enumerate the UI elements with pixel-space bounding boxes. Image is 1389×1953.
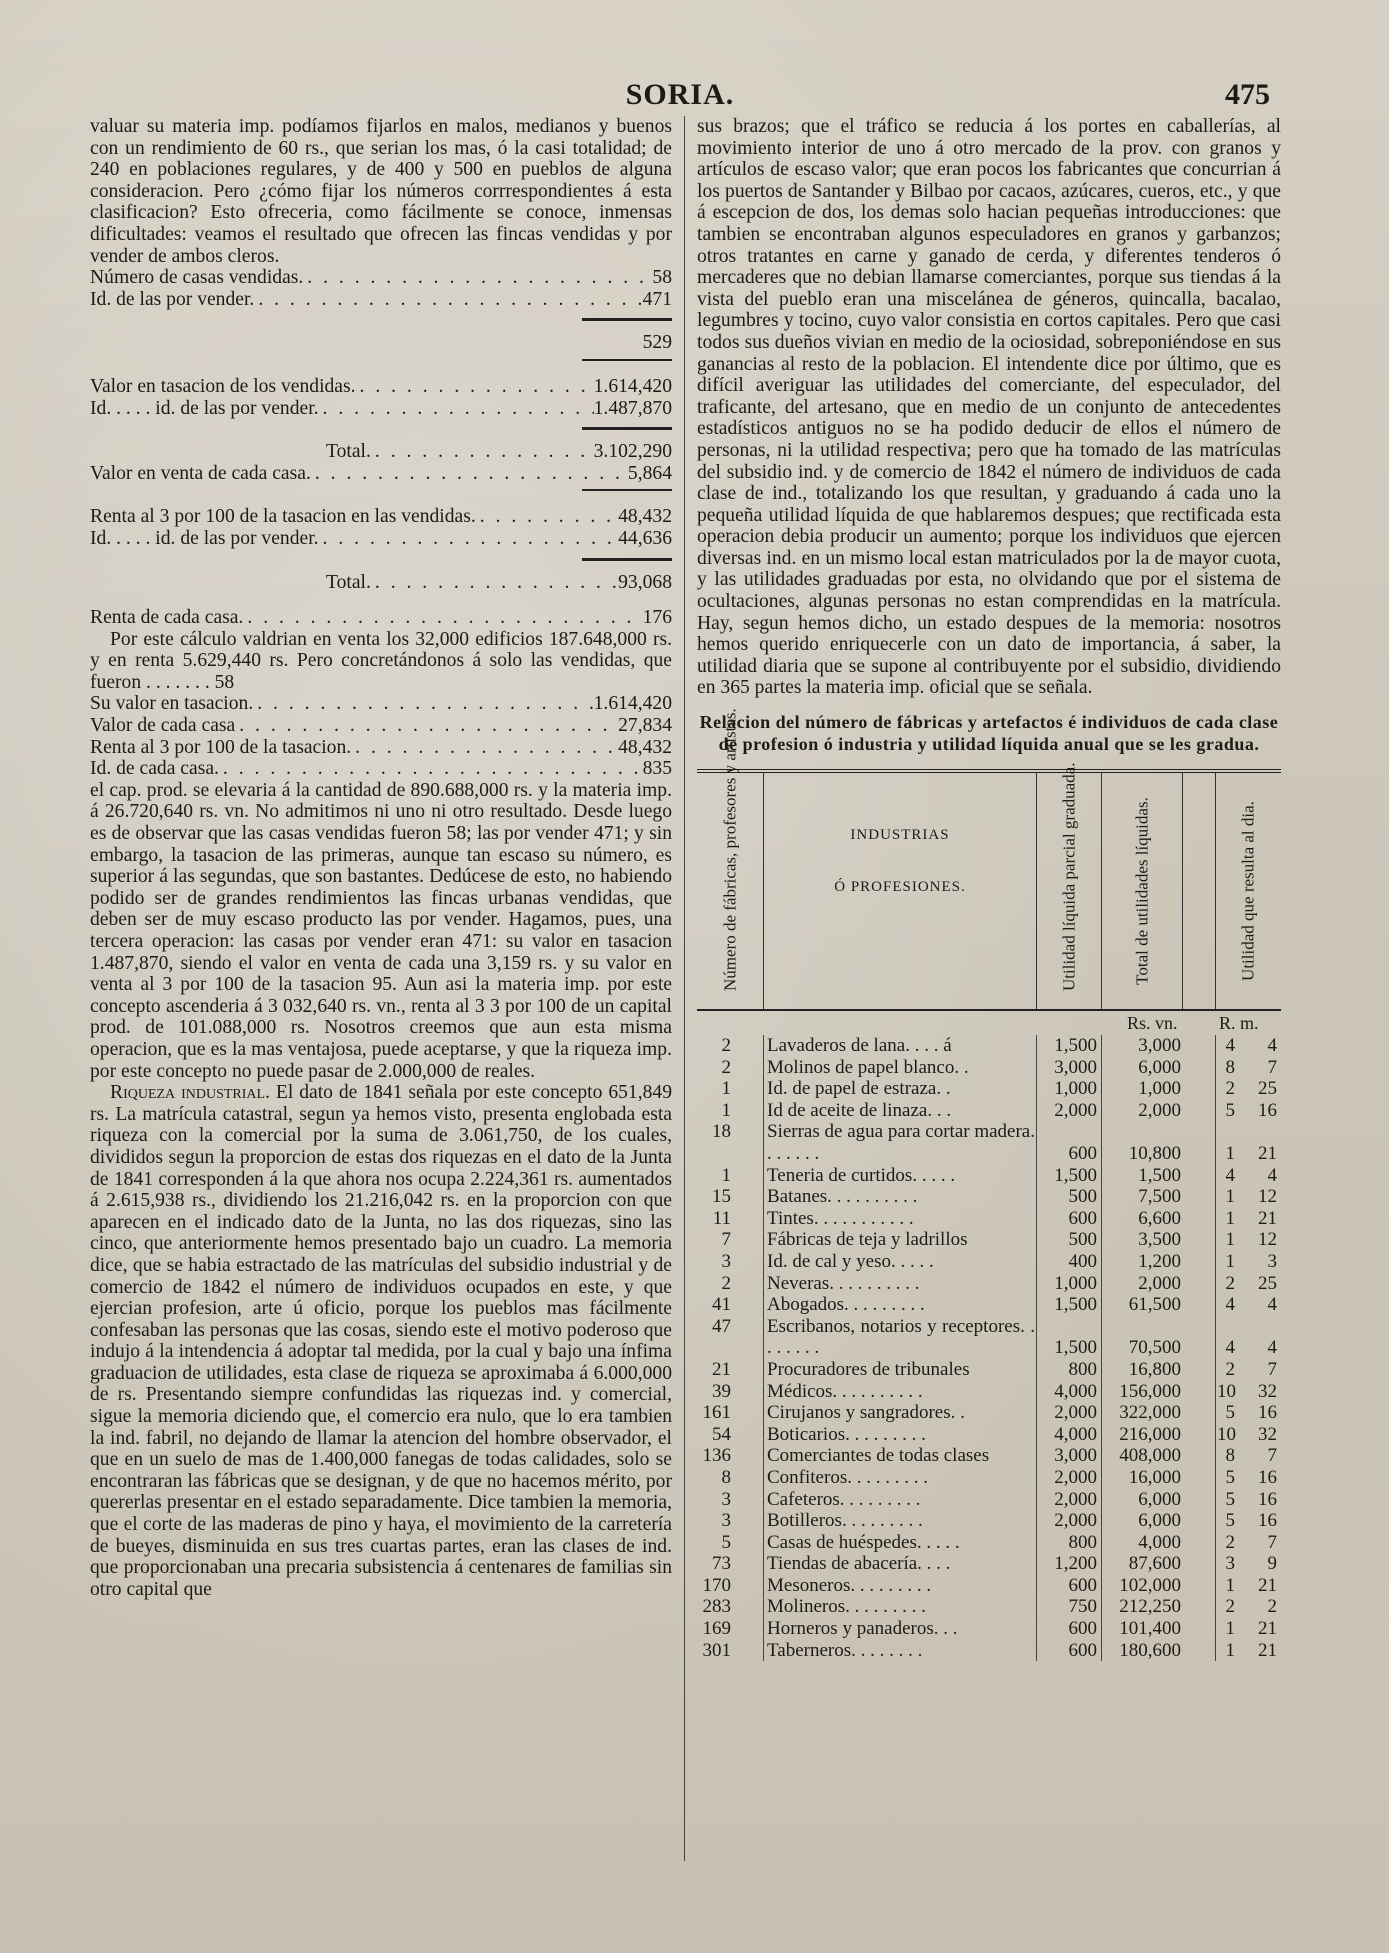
row-total: 6,000 [1138,1510,1181,1532]
row-count: 39 [712,1380,731,1402]
stat-line: Número de casas vendidas. . . . 58 [90,267,672,289]
stat-line: Renta al 3 por 100 de la tasacion en las vendidas. . . . 48,432 [90,506,672,528]
row-count: 283 [702,1596,731,1618]
row-count: 3 [721,1488,731,1510]
row-total: 3,000 [1138,1035,1181,1057]
row-total: 216,000 [1119,1423,1181,1445]
row-industry: Confiteros. . . . . . . . . [767,1466,928,1488]
left-column [90,116,672,1600]
table-row [697,1381,1281,1403]
row-maravedis: 16 [1258,1466,1277,1488]
row-total: 7,500 [1138,1186,1181,1208]
page-title: SORIA. [625,78,735,111]
row-count: 1 [721,1099,731,1121]
row-reales: 1 [1225,1229,1235,1251]
row-partial: 4,000 [1054,1423,1097,1445]
row-partial: 2,000 [1054,1510,1097,1532]
stat-total: 529 [642,332,672,354]
row-maravedis: 7 [1267,1056,1277,1078]
row-maravedis: 4 [1267,1164,1277,1186]
row-count: 169 [702,1618,731,1640]
row-total: 101,400 [1119,1618,1181,1640]
row-reales: 5 [1225,1488,1235,1510]
row-count: 1 [721,1078,731,1100]
row-maravedis: 16 [1258,1402,1277,1424]
table-units: Rs. vn. R. m. [1127,1013,1259,1034]
stat-total: Total. . . . 93,068 [90,572,672,594]
paragraph: Riqueza industrial. El dato de 1841 señala por este concepto 651,849 rs. La matrícula catastral, segun ya hemos visto, presenta englobada esta riqueza con la comercial por la suma de 3.061,750, de los cuales, divididos segun la proporcion de estas dos riquezas en el dato de la Junta de 1841 corresponden á la que ahora nos ocupa 2.224,361 rs. aumentados á 2.615,938 rs., dividiendo los 21.216,042 rs. en la proporcion con que aparecen en el indicado dato de la Junta, no las dos riquezas, sino las cinco, que anteriormente hemos presentado bajo un cuadro. La memoria dice, que se habia estractado de las matrículas del subsidio industrial y de comercio de 1842 el número de individuos ocupados en este, y que ejercian profesion, arte ú oficio, porque los pueblos mas fácilmente confesaban las personas que las cosas, siendo este el motivo poderoso que indujo á la intendencia á adoptar tal medida, por la cual y bajo una ínfima graduacion de utilidades, esta clase de riqueza se aproximaba á 6.000,000 de rs. Presentando siempre confundidas las riquezas ind. y comercial, sigue la memoria diciendo que, el comercio era nulo, que lo era tambien la ind. fabril, no dejando de llamar la atencion del hombre observador, el que en un suelo de mas de 1.400,000 fanegas de todas calidades, solo se encontraran las fábricas que se designan, y de que no hacemos mérito, por quererlas presentar en el estado separadamente. Dice tambien la memoria, que el corte de las maderas de pino y haya, el movimiento de la carretería de bueyes, disminuida en sus tres cuartas partes, eran las clases de ind. que proporcionaban una precaria subsistencia á centenares de familias sin otro capital que [90,1082,672,1600]
table-row [697,1575,1281,1597]
table-row [697,1596,1281,1618]
row-count: 5 [721,1531,731,1553]
row-count: 2 [721,1272,731,1294]
row-maravedis: 9 [1267,1553,1277,1575]
row-count: 2 [721,1056,731,1078]
table-row [697,1553,1281,1575]
table-row [697,1078,1281,1100]
paragraph: sus brazos; que el tráfico se reducia á los portes en caballerías, al movimiento interior de uno á otro mercado de la prov. con granos y artículos de escaso valor; que eran pocos los fabricantes que concurrian á los puertos de Santander y Bilbao por cacaos, azúcares, cueros, etc., y que á escepcion de dos, los demas solo hacian pequeñas introducciones: que tambien se encontraban algunos especuladores en granos y garbanzos; otros tratantes en carne y ganado de cerda, y diferentes tenderos ó mercaderes que no debian llamarse comerciantes, porque sus tiendas á la vista del pueblo eran una miscelánea de géneros, quincalla, bacalao, legumbres y tocino, cuyo valor consistia en cortos capitales. Pero que casi todos sus dueños vivian en medio de la ociosidad, sobreponiéndose en sus ganancias al resto de la poblacion. El intendente dice por último, que es difícil averiguar las utilidades del comerciante, del especulador, del traficante, del artesano, que en medio de un conjunto de antecedentes estadísticos antiguos no se ha podido deducir de ellos el número de personas, ni la utilidad respectiva; pero que ha tomado de las matrículas del subsidio ind. y de comercio de 1842 el número de individuos de cada clase de ind., totalizando los que resultan, y graduando á cada uno la pequeña utilidad líquida de que hablaremos despues; que rectificada esta operacion debia producir un aumento; porque los individuos que ejercen diversas ind. en un mismo local estan matriculados por la de mayor cuota, y las utilidades graduadas por esta, no olvidando que por el sistema de ocultaciones, algunas personas no estan comprendidas en la matrícula. Hay, segun hemos dicho, un estado despues de la memoria: nosotros hemos querido enriquecerle con un dato de importancia, á saber, la utilidad diaria que se supone al contribuyente por el subsidio, dividiendo en 365 partes la materia imp. oficial que se señala. [697,116,1281,699]
row-maravedis: 2 [1267,1596,1277,1618]
row-industry: Teneria de curtidos. . . . . [767,1164,956,1186]
row-count: 8 [721,1466,731,1488]
row-maravedis: 21 [1258,1207,1277,1229]
row-total: 1,200 [1138,1250,1181,1272]
row-total: 6,000 [1138,1488,1181,1510]
row-partial: 800 [1068,1358,1097,1380]
row-total: 180,600 [1119,1639,1181,1661]
row-maravedis: 21 [1258,1639,1277,1661]
row-partial: 600 [1068,1618,1097,1640]
row-maravedis: 32 [1258,1423,1277,1445]
header-industries: INDUSTRIAS Ó PROFESIONES. [834,827,966,896]
row-count: 136 [702,1445,731,1467]
row-partial: 400 [1068,1250,1097,1272]
row-industry: Id. de papel de estraza. . [767,1078,951,1100]
row-count: 47 [712,1315,731,1337]
row-reales: 10 [1217,1423,1236,1445]
row-reales: 1 [1225,1250,1235,1272]
row-maravedis: 25 [1258,1272,1277,1294]
row-count: 2 [721,1035,731,1057]
row-reales: 1 [1225,1574,1235,1596]
row-partial: 4,000 [1054,1380,1097,1402]
row-reales: 5 [1225,1510,1235,1532]
row-partial: 1,200 [1054,1553,1097,1575]
row-industry: Molinos de papel blanco. . [767,1056,969,1078]
sum-rule [90,419,672,441]
table-row [697,1121,1281,1164]
row-count: 73 [712,1553,731,1575]
table-row [697,1208,1281,1230]
row-industry: Taberneros. . . . . . . . [767,1639,923,1661]
row-count: 21 [712,1358,731,1380]
table-row [697,1035,1281,1057]
stat-line: Valor en venta de cada casa. . . . 5,864 [90,463,672,485]
row-count: 54 [712,1423,731,1445]
row-reales: 2 [1225,1078,1235,1100]
row-total: 1,500 [1138,1164,1181,1186]
row-industry: Id de aceite de linaza. . . [767,1099,952,1121]
row-reales: 4 [1225,1337,1235,1359]
row-reales: 10 [1217,1380,1236,1402]
table-body [697,1035,1281,1661]
row-partial: 2,000 [1054,1402,1097,1424]
row-count: 161 [702,1402,731,1424]
row-industry: Id. de cal y yeso. . . . . [767,1250,934,1272]
row-total: 322,000 [1119,1402,1181,1424]
paragraph: el cap. prod. se elevaria á la cantidad de 890.688,000 rs. y la materia imp. á 26.720,640 rs. vn. No admitimos ni uno ni otro resultado. Desde luego es de observar que las casas vendidas fueron 58; las por vender 471; y sin embargo, la tasacion de las primeras, aunque tan escaso su número, es superior á las segundas, que son bastantes. Dedúcese de esto, no habiendo podido ser de grandes rendimientos las fincas urbanas vendidas, que deben ser de muy escaso producto las por vender. Hagamos, pues, una tercera operacion: las casas por vender eran 471: su valor en tasacion 1.487,870, siendo el valor en venta de cada una 3,159 rs. y su valor en venta al 3 por 100 de la tasacion 95. Aun asi la materia imp. por este concepto ascenderia á 3 032,640 rs. vn., renta al 3 3 por 100 de un capital prod. de 101.088,000 rs. Nosotros creemos que aun esta misma operacion, que es la mas ventajosa, puede aceptarse, y que la riqueza imp. por este concepto no puede pasar de 2.000,000 de reales. [90,779,672,1082]
row-partial: 500 [1068,1186,1097,1208]
page-header [90,78,1270,112]
row-industry: Cafeteros. . . . . . . . . [767,1488,921,1510]
row-industry: Comerciantes de todas clases [767,1445,990,1467]
page-number: 475 [1225,78,1270,111]
table-row [697,1316,1281,1359]
row-reales: 8 [1225,1056,1235,1078]
table-row [697,1445,1281,1467]
row-maravedis: 32 [1258,1380,1277,1402]
stat-line: Id. . . . . id. de las por vender. . . . 44,636 [90,528,672,550]
row-total: 2,000 [1138,1099,1181,1121]
row-industry: Lavaderos de lana. . . . á [767,1035,952,1057]
row-total: 4,000 [1138,1531,1181,1553]
row-partial: 1,000 [1054,1272,1097,1294]
table-row [697,1489,1281,1511]
table-row [697,1510,1281,1532]
row-reales: 8 [1225,1445,1235,1467]
row-reales: 2 [1225,1272,1235,1294]
row-count: 15 [712,1186,731,1208]
row-maravedis: 21 [1258,1618,1277,1640]
paragraph: Por este cálculo valdrian en venta los 32,000 edificios 187.648,000 rs. y en renta 5.629,440 rs. Pero concretándonos á solo las vendidas, que fueron . . . . . . . 58 [90,628,672,693]
row-maravedis: 7 [1267,1445,1277,1467]
row-industry: Tiendas de abacería. . . . [767,1553,951,1575]
row-partial: 1,500 [1054,1035,1097,1057]
row-industry: Abogados. . . . . . . . . [767,1294,925,1316]
row-maravedis: 3 [1267,1250,1277,1272]
row-total: 3,500 [1138,1229,1181,1251]
row-maravedis: 21 [1258,1574,1277,1596]
row-maravedis: 4 [1267,1337,1277,1359]
table-row [697,1467,1281,1489]
row-count: 3 [721,1250,731,1272]
table-row [697,1165,1281,1187]
row-reales: 1 [1225,1618,1235,1640]
table-row [697,1359,1281,1381]
row-reales: 5 [1225,1099,1235,1121]
row-total: 2,000 [1138,1272,1181,1294]
row-total: 408,000 [1119,1445,1181,1467]
table-row [697,1251,1281,1273]
stat-line: Id. . . . . id. de las por vender. . . . 1.487,870 [90,398,672,420]
row-total: 10,800 [1128,1143,1181,1164]
stat-total: Total. . . . 3.102,290 [90,441,672,463]
row-maravedis: 7 [1267,1531,1277,1553]
row-total: 212,250 [1119,1596,1181,1618]
row-reales: 4 [1225,1035,1235,1057]
row-partial: 1,000 [1054,1078,1097,1100]
row-count: 3 [721,1510,731,1532]
row-industry: Casas de huéspedes. . . . . [767,1531,960,1553]
row-partial: 600 [1068,1207,1097,1229]
stat-line: Id. de las por vender. . . . 471 [90,289,672,311]
stat-line: Valor de cada casa . . . 27,834 [90,715,672,737]
row-reales: 1 [1225,1639,1235,1661]
table-row [697,1273,1281,1295]
table-row [697,1532,1281,1554]
header-total: Total de utilidades líquidas. [1132,797,1152,985]
right-column [697,116,1281,1661]
row-industry: Cirujanos y sangradores. . [767,1402,965,1424]
row-industry: Fábricas de teja y ladrillos [767,1229,968,1251]
row-partial: 2,000 [1054,1099,1097,1121]
row-reales: 2 [1225,1358,1235,1380]
table-row [697,1640,1281,1662]
row-maravedis: 25 [1258,1078,1277,1100]
header-count: Número de fábricas, profesores y artistas. [720,708,740,992]
row-count: 41 [712,1294,731,1316]
row-industry: Mesoneros. . . . . . . . . [767,1574,932,1596]
row-industry: Horneros y panaderos. . . [767,1618,958,1640]
row-maravedis: 16 [1258,1099,1277,1121]
stat-line: Valor en tasacion de los vendidas. . . . 1.614,420 [90,376,672,398]
row-reales: 1 [1225,1207,1235,1229]
row-total: 156,000 [1119,1380,1181,1402]
row-reales: 5 [1225,1402,1235,1424]
table-row [697,1618,1281,1640]
row-industry: Sierras de agua para cortar madera. . . . . . . [767,1121,1035,1164]
table-row [697,1100,1281,1122]
sum-rule [90,354,672,376]
intro-paragraph: valuar su materia imp. podíamos fijarlos en malos, medianos y buenos con un rendimiento de 60 rs., que serian los mas, ó la casi totalidad; de 240 en poblaciones regulares, y de 400 y 500 en pueblos de alguna consideracion. Pero ¿cómo fijar los números corrrespondientes á esta clasificacion? Esto ofreceria, como fácilmente se conoce, inmensas dificultades: veamos el resultado que ofrecen las fincas vendidas y por vender de ambos cleros. [90,116,672,267]
row-industry: Escribanos, notarios y receptores. . . . . . . . [767,1315,1035,1359]
row-count: 11 [712,1207,731,1229]
row-partial: 3,000 [1054,1445,1097,1467]
sum-rule [90,310,672,332]
table-row [697,1186,1281,1208]
row-partial: 800 [1068,1531,1097,1553]
row-industry: Botilleros. . . . . . . . . [767,1510,923,1532]
row-partial: 2,000 [1054,1466,1097,1488]
row-total: 6,000 [1138,1056,1181,1078]
table-row [697,1424,1281,1446]
row-industry: Batanes. . . . . . . . . . [767,1186,918,1208]
row-partial: 3,000 [1054,1056,1097,1078]
header-partial: Utilidad líquida parcial graduada. [1059,762,1079,992]
stat-line: Id. de cada casa. . . . 835 [90,758,672,780]
sum-rule [90,550,672,572]
row-partial: 1,500 [1054,1337,1097,1359]
row-count: 7 [721,1229,731,1251]
section-heading: Riqueza industrial. [110,1082,270,1104]
row-reales: 3 [1225,1553,1235,1575]
table-row [697,1229,1281,1251]
row-reales: 1 [1225,1186,1235,1208]
row-reales: 2 [1225,1531,1235,1553]
table-row [697,1057,1281,1079]
row-industry: Tintes. . . . . . . . . . . [767,1207,914,1229]
row-count: 1 [721,1164,731,1186]
row-total: 16,800 [1128,1358,1181,1380]
stat-line: Renta al 3 por 100 de la tasacion. . . . 48,432 [90,737,672,759]
row-maravedis: 7 [1267,1358,1277,1380]
row-count: 301 [702,1639,731,1661]
row-maravedis: 4 [1267,1035,1277,1057]
row-maravedis: 16 [1258,1488,1277,1510]
row-total: 70,500 [1128,1337,1181,1359]
row-partial: 600 [1068,1574,1097,1596]
table-title: Relacion del número de fábricas y artefactos é individuos de cada clase de profesion ó industria y utilidad líquida anual que se les gradua. [699,712,1279,755]
row-partial: 600 [1068,1143,1097,1164]
row-total: 6,600 [1138,1207,1181,1229]
row-partial: 2,000 [1054,1488,1097,1510]
row-reales: 5 [1225,1466,1235,1488]
row-partial: 600 [1068,1639,1097,1661]
row-count: 170 [702,1574,731,1596]
row-maravedis: 16 [1258,1510,1277,1532]
header-daily: Utilidad que resulta al dia. [1238,801,1258,981]
sum-rule [90,484,672,506]
row-total: 87,600 [1128,1553,1181,1575]
row-industry: Molineros. . . . . . . . . [767,1596,926,1618]
row-industry: Neveras. . . . . . . . . . [767,1272,920,1294]
row-industry: Procuradores de tribunales [767,1358,970,1380]
row-total: 61,500 [1128,1294,1181,1316]
row-industry: Boticarios. . . . . . . . . [767,1423,926,1445]
table-row [697,1402,1281,1424]
row-reales: 4 [1225,1164,1235,1186]
row-reales: 4 [1225,1294,1235,1316]
row-maravedis: 21 [1258,1143,1277,1164]
row-partial: 750 [1068,1596,1097,1618]
table-row [697,1294,1281,1316]
column-divider [684,116,685,1861]
row-reales: 1 [1225,1143,1235,1164]
row-total: 102,000 [1119,1574,1181,1596]
row-partial: 1,500 [1054,1164,1097,1186]
row-maravedis: 12 [1258,1229,1277,1251]
row-count: 18 [712,1121,731,1143]
row-total: 1,000 [1138,1078,1181,1100]
row-maravedis: 12 [1258,1186,1277,1208]
row-reales: 2 [1225,1596,1235,1618]
row-industry: Médicos. . . . . . . . . . [767,1380,923,1402]
stat-line: Su valor en tasacion. . . . 1.614,420 [90,693,672,715]
row-partial: 1,500 [1054,1294,1097,1316]
row-total: 16,000 [1128,1466,1181,1488]
row-partial: 500 [1068,1229,1097,1251]
stat-line: Renta de cada casa. . . . 176 [90,607,672,629]
row-maravedis: 4 [1267,1294,1277,1316]
